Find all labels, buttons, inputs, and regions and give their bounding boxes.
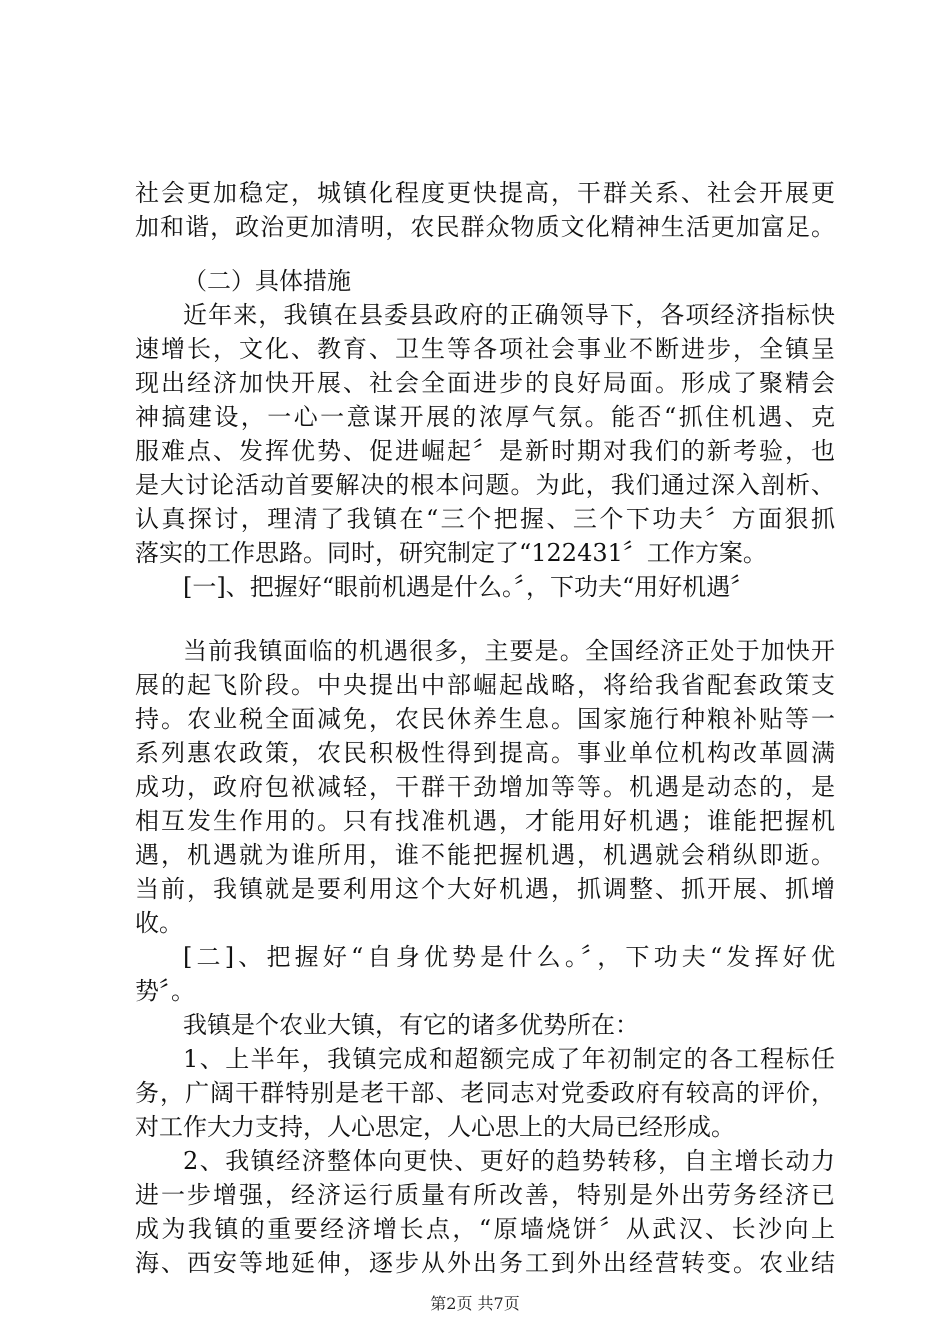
text-line: 认真探讨，理清了我镇在“三个把握、三个下功夫〞方面狠抓 bbox=[135, 505, 835, 533]
text-line: 成为我镇的重要经济增长点，“原墙烧饼〞从武汉、长沙向上 bbox=[135, 1215, 835, 1243]
text-line: 神搞建设，一心一意谋开展的浓厚气氛。能否“抓住机遇、克 bbox=[135, 403, 835, 431]
text-line: 是大讨论活动首要解决的根本问题。为此，我们通过深入剖析、 bbox=[135, 471, 835, 499]
text-line: 落实的工作思路。同时，研究制定了“122431〞工作方案。 bbox=[135, 539, 767, 567]
text-line: 我镇是个农业大镇，有它的诸多优势所在： bbox=[183, 1011, 639, 1039]
text-line: 速增长，文化、教育、卫生等各项社会事业不断进步，全镇呈 bbox=[135, 335, 835, 363]
text-line: 势〞。 bbox=[135, 977, 195, 1005]
text-line: 近年来，我镇在县委县政府的正确领导下，各项经济指标快 bbox=[183, 301, 835, 329]
text-line: 服难点、发挥优势、促进崛起〞是新时期对我们的新考验，也 bbox=[135, 437, 835, 465]
page-footer: 第2页 共7页 bbox=[430, 1294, 520, 1313]
subsection-heading: [二]、把握好“自身优势是什么。〞，下功夫“发挥好优 bbox=[183, 943, 835, 971]
text-line: 当前，我镇就是要利用这个大好机遇，抓调整、抓开展、抓增 bbox=[135, 875, 835, 903]
text-line: 海、西安等地延伸，逐步从外出务工到外出经营转变。农业结 bbox=[135, 1249, 835, 1277]
text-line: 成功，政府包袱减轻，干群干劲增加等等。机遇是动态的，是 bbox=[135, 773, 835, 801]
text-line: 1、上半年，我镇完成和超额完成了年初制定的各工程标任 bbox=[183, 1045, 835, 1073]
subsection-heading: [一]、把握好“眼前机遇是什么。〞，下功夫“用好机遇〞 bbox=[183, 573, 755, 601]
text-line: 相互发生作用的。只有找准机遇，才能用好机遇；谁能把握机 bbox=[135, 807, 835, 835]
text-line: 收。 bbox=[135, 909, 183, 937]
text-line: 社会更加稳定，城镇化程度更快提高，干群关系、社会开展更 bbox=[135, 179, 835, 207]
text-line: 现出经济加快开展、社会全面进步的良好局面。形成了聚精会 bbox=[135, 369, 835, 397]
text-line: 加和谐，政治更加清明，农民群众物质文化精神生活更加富足。 bbox=[135, 213, 835, 241]
text-line: 进一步增强，经济运行质量有所改善，特别是外出劳务经济已 bbox=[135, 1181, 835, 1209]
text-line: 务，广阔干群特别是老干部、老同志对党委政府有较高的评价， bbox=[135, 1079, 835, 1107]
text-line: 对工作大力支持，人心思定，人心思上的大局已经形成。 bbox=[135, 1113, 735, 1141]
text-line: 当前我镇面临的机遇很多，主要是。全国经济正处于加快开 bbox=[183, 637, 835, 665]
text-line: 遇，机遇就为谁所用，谁不能把握机遇，机遇就会稍纵即逝。 bbox=[135, 841, 835, 869]
text-line: 展的起飞阶段。中央提出中部崛起战略，将给我省配套政策支 bbox=[135, 671, 835, 699]
text-line: 2、我镇经济整体向更快、更好的趋势转移，自主增长动力 bbox=[183, 1147, 835, 1175]
text-line: 持。农业税全面减免，农民休养生息。国家施行种粮补贴等一 bbox=[135, 705, 835, 733]
text-line: 系列惠农政策，农民积极性得到提高。事业单位机构改革圆满 bbox=[135, 739, 835, 767]
section-heading: （二）具体措施 bbox=[183, 267, 351, 295]
